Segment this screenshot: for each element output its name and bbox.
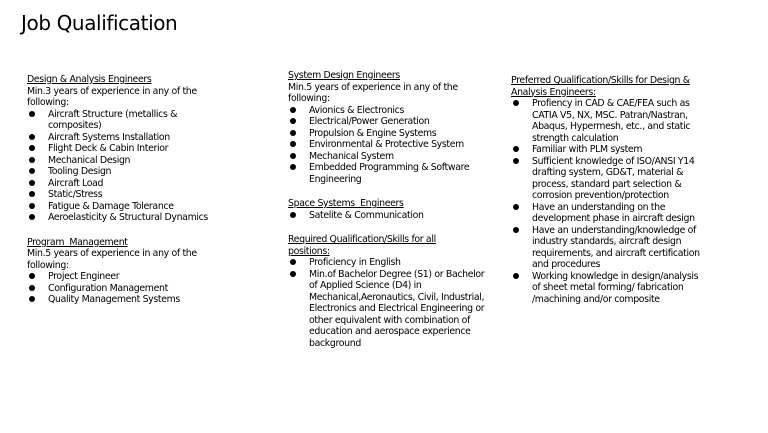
bullet-icon — [513, 158, 519, 164]
design-analysis-section — [27, 74, 227, 224]
list-item: Environmental & Protective System — [288, 139, 493, 151]
bullet-icon — [290, 153, 296, 159]
bullet-icon — [290, 107, 296, 113]
bullet-icon — [513, 227, 519, 233]
section-heading: System Design Engineers — [288, 70, 400, 81]
list-item: Min.of Bachelor Degree (S1) or Bachelor of Applied Science (D4) in Mechanical,Aeronautics, Civil, Industrial, Electronics and Electrical Engineering or other equivalent with combination of education and aerospace experience background — [288, 269, 489, 350]
space-systems-section — [288, 198, 493, 221]
bullet-list — [288, 257, 493, 349]
section-heading: Design & Analysis Engineers — [27, 74, 152, 85]
bullet-icon — [290, 130, 296, 136]
bullet-icon — [29, 157, 35, 163]
list-item: Avionics & Electronics — [288, 105, 493, 117]
bullet-icon — [513, 273, 519, 279]
bullet-icon — [29, 134, 35, 140]
list-item: Fatigue & Damage Tolerance — [27, 201, 227, 213]
list-item: Propulsion & Engine Systems — [288, 128, 493, 140]
list-item: Have an understanding/knowledge of industry standards, aircraft design requirements, and aircraft certification and procedures — [511, 225, 701, 271]
bullet-icon — [29, 168, 35, 174]
right-column — [511, 75, 711, 318]
bullet-icon — [29, 285, 35, 291]
bullet-icon — [513, 146, 519, 152]
bullet-icon — [290, 259, 296, 265]
bullet-icon — [513, 100, 519, 106]
list-item: Aircraft Structure (metallics & composites) — [27, 109, 227, 132]
list-item: Aircraft Systems Installation — [27, 132, 227, 144]
section-intro: Min.5 years of experience in any of the following: — [288, 81, 458, 104]
bullet-icon — [29, 111, 35, 117]
bullet-icon — [29, 273, 35, 279]
list-item: Profiency in CAD & CAE/FEA such as CATIA V5, NX, MSC. Patran/Nastran, Abaqus, Hypermesh, etc., and static strength calculation — [511, 98, 701, 144]
left-column — [27, 74, 227, 319]
list-item: Static/Stress — [27, 189, 227, 201]
list-item: Aircraft Load — [27, 178, 227, 190]
bullet-list — [288, 105, 493, 186]
list-item: Proficiency in English — [288, 257, 493, 269]
list-item: Flight Deck & Cabin Interior — [27, 143, 227, 155]
preferred-qualification-section — [511, 75, 711, 305]
bullet-icon — [29, 214, 35, 220]
list-item: Embedded Programming & Software Engineering — [288, 162, 493, 185]
bullet-icon — [29, 203, 35, 209]
section-heading: Required Qualification/Skills for all positions: — [288, 234, 436, 257]
list-item: Aeroelasticity & Structural Dynamics — [27, 212, 227, 224]
list-item: Mechanical System — [288, 151, 493, 163]
list-item: Mechanical Design — [27, 155, 227, 167]
bullet-icon — [290, 271, 296, 277]
list-item: Tooling Design — [27, 166, 227, 178]
section-heading: Space Systems Engineers — [288, 198, 404, 209]
bullet-list — [27, 271, 227, 306]
bullet-icon — [29, 296, 35, 302]
bullet-icon — [513, 204, 519, 210]
bullet-icon — [290, 164, 296, 170]
list-item: Familiar with PLM system — [511, 144, 701, 156]
list-item: Have an understanding on the development phase in aircraft design — [511, 202, 701, 225]
list-item: Configuration Management — [27, 283, 227, 295]
bullet-icon — [290, 212, 296, 218]
required-qualification-section — [288, 234, 493, 349]
list-item: Electrical/Power Generation — [288, 116, 493, 128]
list-item: Project Engineer — [27, 271, 227, 283]
bullet-list — [511, 98, 701, 305]
list-item: Satelite & Communication — [288, 210, 493, 222]
list-item: Sufficient knowledge of ISO/ANSI Y14 drafting system, GD&T, material & process, standard part selection & corrosion prevention/protection — [511, 156, 701, 202]
bullet-icon — [29, 191, 35, 197]
middle-column — [288, 70, 493, 362]
list-item: Quality Management Systems — [27, 294, 227, 306]
page-title: Job Qualification — [21, 11, 178, 35]
section-intro: Min.3 years of experience in any of the following: — [27, 85, 197, 108]
bullet-icon — [290, 141, 296, 147]
program-management-section — [27, 237, 227, 306]
bullet-list — [27, 109, 227, 224]
bullet-icon — [290, 118, 296, 124]
list-item: Working knowledge in design/analysis of sheet metal forming/ fabrication /machining and/or composite — [511, 271, 701, 306]
system-design-section — [288, 70, 493, 185]
bullet-list — [288, 210, 493, 222]
section-heading: Preferred Qualification/Skills for Design & Analysis Engineers: — [511, 75, 690, 98]
section-heading: Program Management — [27, 236, 128, 248]
section-intro: Min.5 years of experience in any of the following: — [27, 248, 197, 271]
bullet-icon — [29, 180, 35, 186]
bullet-icon — [29, 145, 35, 151]
